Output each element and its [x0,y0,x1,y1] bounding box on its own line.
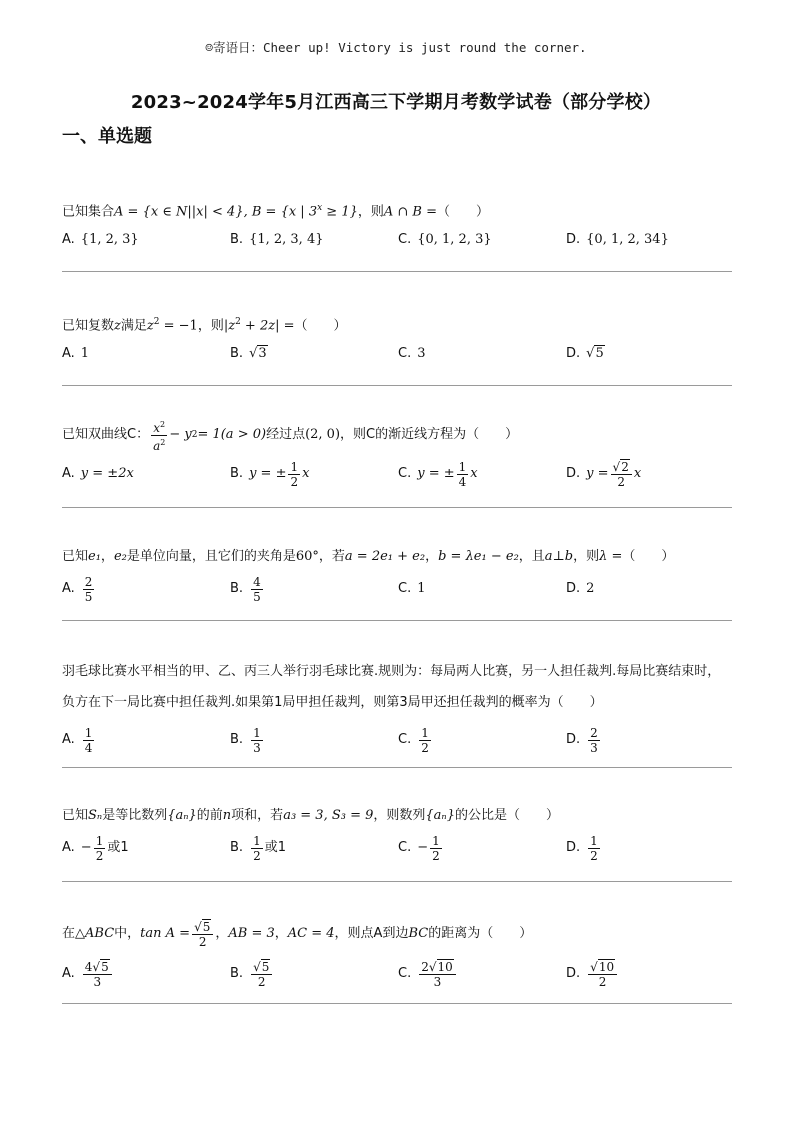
denominator: 4 [458,474,467,489]
option-label: A. [62,581,75,596]
stem-text: ，若 [318,549,345,564]
question-stem [62,914,732,954]
option-a[interactable] [62,720,96,760]
fraction [94,834,106,863]
stem-math: AB = 3 [228,926,275,941]
numerator: 2 [84,574,93,589]
numerator: 2 [590,725,598,740]
radicand: 10 [598,959,615,974]
numerator: 1 [432,833,440,848]
question-stem: 羽毛球比赛水平相当的甲、乙、丙三人举行羽毛球比赛.规则为：每局两人比赛，另一人担任裁判.每局比赛结束时，负方在下一局比赛中担任裁判.如果第1局甲担任裁判，则第3局甲还担任裁判的概率为（ ） [62,664,721,710]
stem-text: ，且 [518,549,545,564]
stem-text: ，则 [573,549,600,564]
option-value: {0, 1, 2, 34} [586,232,669,248]
option-value: x [302,466,310,481]
denominator: 4 [84,740,93,755]
numerator: 4 [253,574,261,589]
stem-text: ，则数列 [373,808,426,823]
radicand: 5 [261,959,270,974]
stem-text: 是等比数列 [102,808,168,823]
stem-math: 60° [295,549,319,564]
option-d[interactable] [566,828,602,868]
stem-text: ，则C的渐近线方程为（ ） [340,427,519,442]
question-stem [62,547,732,567]
option-a[interactable] [62,339,89,369]
option-label: D. [566,840,581,855]
sqrt-sign: √ [253,959,261,974]
stem-math: e₂ [113,549,127,564]
stem-text: ， [274,926,288,941]
denominator: a [153,438,161,453]
option-value: y = [586,466,609,481]
numerator: 1 [253,725,261,740]
stem-math: n [222,808,232,823]
denominator: 2 [598,974,607,989]
fraction [430,834,442,863]
option-b[interactable] [230,720,265,760]
stem-math: a₃ = 3, S₃ = 9 [283,808,374,823]
stem-math: A = {x ∈ N||x| < 4}, B = {x | 3 [114,204,318,220]
stem-text: 已知集合 [62,204,115,220]
question-1 [62,198,732,255]
sqrt-sign: √ [590,959,598,974]
option-value: − [80,840,92,855]
motto: ☺寄语日：Cheer up! Victory is just round the corner. [205,40,587,55]
option-value: {1, 2, 3, 4} [249,232,324,248]
stem-text: 已知 [62,549,89,564]
denominator: 2 [432,848,440,863]
exponent: 2 [160,437,166,447]
option-value: y = ± [417,466,455,481]
denominator: 2 [253,848,261,863]
stem-math: 2 [235,317,241,327]
option-label: C. [398,966,412,981]
radicand: 10 [437,959,453,974]
option-b[interactable] [230,339,268,369]
stem-math: AC = 4 [287,926,335,941]
fraction [192,920,213,949]
option-c[interactable] [398,954,458,994]
question-6 [62,806,732,868]
option-value: y = ± [249,466,287,481]
question-2 [62,312,732,369]
numerator: 1 [253,833,261,848]
option-value: x [470,466,478,481]
option-a[interactable] [62,225,139,255]
option-c[interactable] [398,828,444,868]
option-label: A. [62,732,75,747]
stem-text: 已知双曲线C： [62,427,150,442]
divider [62,385,732,386]
numerator: 1 [95,833,104,848]
numerator: 1 [290,459,299,474]
option-label: C. [398,466,412,481]
stem-math: ≥ 1} [322,204,358,220]
denominator: 2 [198,934,207,949]
question-7 [62,914,732,994]
sqrt-sign: 4√ [84,959,101,974]
denominator: 3 [590,740,598,755]
stem-text: 的前 [196,808,223,823]
divider [62,271,732,272]
option-value: 1 [80,346,90,362]
denominator: 2 [421,740,429,755]
option-label: C. [398,581,412,596]
numerator: 1 [458,459,467,474]
stem-math: − y [169,427,192,442]
stem-text: ， [425,549,439,564]
stem-math: 2 [191,430,198,440]
stem-math: λ = [599,549,623,564]
option-label: D. [566,732,581,747]
option-label: A. [62,466,75,481]
option-value: {0, 1, 2, 3} [417,232,492,248]
sqrt-sign: 2√ [421,959,437,974]
radicand: 5 [202,919,211,934]
option-d[interactable] [566,720,602,760]
option-label: C. [398,232,412,248]
question-stem [62,416,732,454]
denominator: 5 [84,589,93,604]
denominator: 3 [93,974,102,989]
radicand: 3 [258,346,267,362]
stem-text: 是单位向量，且它们的夹角是 [126,549,296,564]
stem-text: ，则 [197,318,224,334]
divider [62,881,732,882]
radicand: 5 [595,346,604,362]
option-d[interactable] [566,569,594,609]
sqrt-sign: √ [194,919,202,934]
option-b[interactable] [230,569,265,609]
stem-math: = −1 [159,318,198,334]
stem-math: = 1(a > 0) [197,427,267,442]
numerator: 1 [590,833,598,848]
page-title: 2023~2024学年5月江西高三下学期月考数学试卷（部分学校） [130,92,662,113]
option-label: B. [230,346,244,362]
stem-math: b = λe₁ − e₂ [438,549,519,564]
option-b[interactable] [230,454,309,494]
option-a[interactable] [62,954,114,994]
fraction [419,726,431,755]
option-label: A. [62,840,75,855]
stem-text: （ ） [622,549,675,564]
sqrt-sign: √ [612,459,621,474]
option-label: D. [566,966,581,981]
stem-math: |z [223,318,236,334]
denominator: 2 [290,474,299,489]
stem-text: ， [100,549,114,564]
section-heading: 一、单选题 [62,126,152,147]
option-value [586,344,605,364]
question-4 [62,547,732,609]
divider [62,767,732,768]
stem-math: tan A = [140,926,191,941]
stem-math: BC [408,926,429,941]
fraction [419,960,456,989]
option-d[interactable] [566,454,641,494]
option-b[interactable] [230,954,274,994]
stem-math: {aₙ} [425,808,455,823]
stem-text: 在 [62,926,76,941]
denominator: 3 [433,974,442,989]
option-value [249,344,268,364]
option-a[interactable] [62,454,134,494]
stem-math: e₁ [88,549,101,564]
stem-text: ，则 [357,204,384,220]
stem-text: ，则点A到边 [334,926,409,941]
option-c[interactable] [398,339,426,369]
option-value: 或1 [264,840,286,855]
option-value: 1 [417,581,426,596]
option-value: y = ±2x [80,466,134,481]
option-label: B. [230,581,244,596]
denominator: 2 [590,848,598,863]
option-label: B. [230,232,244,248]
option-b[interactable] [230,225,323,255]
stem-math: 2 [153,317,160,327]
option-c[interactable] [398,720,433,760]
stem-math: z [146,318,154,334]
stem-text: 项和，若 [231,808,284,823]
option-value: 3 [417,346,426,362]
option-value: − [417,840,429,855]
question-stem [62,806,732,826]
denominator: 2 [257,974,266,989]
option-d[interactable] [566,339,605,369]
fraction [288,460,300,489]
fraction [83,575,95,604]
stem-text: ， [215,926,229,941]
fraction [457,460,469,489]
fraction [251,834,263,863]
fraction [251,960,272,989]
option-label: D. [566,346,581,362]
question-stem [62,198,732,222]
fraction [251,575,263,604]
fraction [588,960,617,989]
fraction [588,834,600,863]
stem-text: 的距离为（ ） [428,926,533,941]
option-label: A. [62,346,75,362]
option-label: A. [62,232,75,248]
question-stem [62,312,732,336]
divider [62,620,732,621]
option-value: 或1 [107,840,129,855]
stem-text: 已知 [62,808,89,823]
option-label: C. [398,840,412,855]
fraction [611,460,632,489]
option-a[interactable] [62,569,96,609]
option-value: 2 [586,581,595,596]
option-d[interactable] [566,954,619,994]
divider [62,1003,732,1004]
option-c[interactable] [398,569,426,609]
option-a[interactable] [62,828,129,868]
numerator: 1 [421,725,429,740]
stem-math: (2, 0) [305,427,341,442]
option-label: B. [230,466,244,481]
option-label: C. [398,732,412,747]
stem-math: + 2z| = [240,318,295,334]
option-label: D. [566,466,581,481]
stem-text: （ ） [437,204,490,220]
fraction [588,726,600,755]
exponent: 2 [160,419,166,429]
option-value: x [633,466,642,481]
sqrt-sign: √ [249,346,258,362]
stem-text: （ ） [294,318,347,334]
radicand: 5 [101,959,109,974]
option-b[interactable] [230,828,286,868]
question-3 [62,416,732,494]
option-c[interactable] [398,225,492,255]
option-label: D. [566,232,581,248]
radicand: 2 [621,459,629,474]
fraction [83,960,112,989]
fraction [251,726,263,755]
option-value: {1, 2, 3} [80,232,139,248]
stem-math: △ABC [75,926,115,941]
option-d[interactable] [566,225,669,255]
option-label: D. [566,581,581,596]
stem-math: a⊥b [544,549,574,564]
divider [62,507,732,508]
question-5 [62,656,732,760]
denominator: 3 [253,740,261,755]
option-label: C. [398,346,412,362]
numerator: 1 [84,725,93,740]
stem-text: 满足 [120,318,147,334]
stem-text: 已知复数 [62,318,115,334]
fraction [151,418,167,453]
denominator: 5 [253,589,261,604]
fraction [83,726,95,755]
option-label: A. [62,966,75,981]
option-label: B. [230,732,244,747]
stem-math: x [317,203,323,213]
stem-math: z [114,318,121,334]
stem-math: {aₙ} [167,808,197,823]
stem-text: 的公比是（ ） [454,808,559,823]
stem-math: A ∩ B = [383,204,438,220]
stem-math: Sₙ [88,808,103,823]
option-c[interactable] [398,454,478,494]
option-label: B. [230,840,244,855]
denominator: 2 [95,848,104,863]
stem-text: 经过点 [266,427,306,442]
option-label: B. [230,966,244,981]
denominator: 2 [617,474,625,489]
numerator: x [153,420,161,435]
sqrt-sign: √ [586,346,595,362]
stem-text: 中， [114,926,141,941]
stem-math: a = 2e₁ + e₂ [344,549,426,564]
